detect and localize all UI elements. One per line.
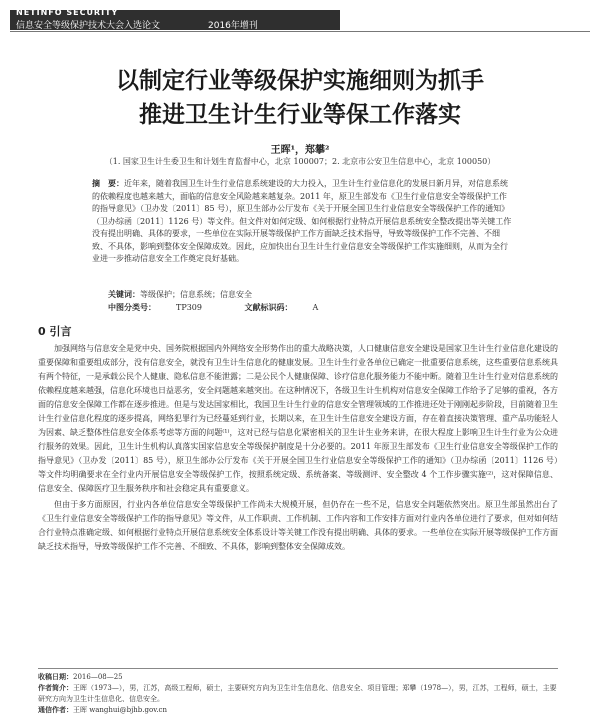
issue-label: 2016年增刊 [208,21,258,31]
clc-label: 中图分类号： [108,303,156,312]
bio-label: 作者简介： [38,684,73,692]
keywords [108,289,252,300]
classification-meta [108,302,358,313]
paragraph: 加强网络与信息安全是党中央、国务院根据国内外网络安全形势作出的重大战略决策，人口健康信息安全建设是国家卫生计生行业信息化建设的重要保障和重要组成部分，没有信息安全，就没有卫生计生信息化的健康发展。卫生计生行业各单位已确定一批重要信息系统，这些重要信息系统具有两个特征，一是承载公民个人健康、隐私信息不能泄露；二是公民个人健康保障、诊疗信息化服务能力不能中断。随着卫生计生行业对信息系统的依赖程度越来越强，信息化环境也日益恶劣，安全问题越来越突出。在这种情况下，各级卫生计生机构对信息安全保障工作给予了足够的重视，各方面的信息安全保障工作都在逐步推进。但是与发达国家相比，我国卫生计生行业的信息安全管理领域的工作推进还处于刚刚起步阶段，目前随着卫生计生行业信息化程度的逐步提高，网络犯罪行为已经蔓延到行业，长期以来，在卫生计生信息安全建设方面，存在着直接决策管理、重产品功能轻人为因素、缺乏整体性信息安全体系考虑等方面的问题⁽¹⁾，这对已经与信息化紧密相关的卫生计生业务来讲，在很大程度上影响卫生计生行业为公众进行服务的效果。因此，卫生计生机构认真落实国家信息安全等级保护制度是十分必要的。2011 年原卫生部发布《卫生行业信息安全等级保护工作的指导意见》（卫办发〔2011〕85 号），原卫生部办公厅发布《关于开展全国卫生行业信息安全等级保护工作的通知》（卫办综函〔2011〕1126 号）等文件均明确要求在全行业内开展信息安全等级保护工作，按照系统定级、系统备案、等级测评、安全整改 4 个工作步骤实施⁽²⁾，这对保障信息、信息安全、保障医疗卫生服务秩序和社会稳定具有重要意义。 [38,344,558,493]
abstract [92,178,512,266]
footnotes [38,672,558,716]
paper-title [20,64,580,132]
title-line-2: 推进卫生计生行业等保工作落实 [139,102,461,128]
authors: 王晖¹，郑攀² [270,145,330,156]
keywords-text: 等级保护；信息系统；信息安全 [140,290,252,299]
header-band [10,10,340,30]
clc-value: TP309 [176,303,202,312]
contact-author: 王晖 wanghui@bjhb.gov.cn [73,706,167,714]
received-label: 收稿日期： [38,673,73,681]
paragraph: 但由于多方面原因，行业内各单位信息安全等级保护工作尚未大规模开展，但仍存在一些不足，信息安全问题依然突出。原卫生部虽然出台了《卫生行业信息安全等级保护工作的指导意见》等文件，从工作职责、工作机制、工作内容和工作安排方面对行业内各单位进行了要求，但对如何结合行业特点准确定级、如何根据行业特点开展信息系统安全体系设计等关键工作没有提出明确、具体的要求。一些单位在实际开展等级保护工作方面缺乏技术指导，导致等级保护工作不完善、不细致、不具体，影响到整体安全保障成效。 [38,500,558,551]
footnote-divider [38,668,558,669]
section-heading: 0 引言 [38,325,72,338]
doc-code-label: 文献标识码： [244,303,293,312]
contact-label: 通信作者： [38,706,73,714]
abstract-text: 近年来，随着我国卫生计生行业信息系统建设的大力投入，卫生计生行业信息化的发展日新月异，对信息系统的依赖程度也越来越大，面临的信息安全风险越来越复杂。2011 年，原卫生部发布《卫生行业信息安全等级保护工作的指导意见》（卫办发〔2011〕85 号），原卫生部办公厅发布《关于开展全国卫生行业信息安全等级保护工作的通知》（卫办综函〔2011〕1126 号）等文件。但文件对如何定级、如何根据行业特点开展信息系统安全整改提出等关键工作没有提出明确、具体的要求，一些单位在实际开展等级保护工作方面缺乏技术指导，导致等级保护工作不完善、不细致、不具体，影响到整体安全保障成效。因此，应加快出台卫生计生行业信息安全等级保护工作实施细则，从而为全行业进一步推动信息安全工作奠定良好基础。 [92,179,512,263]
brand-english: NETINFO SECURITY [16,8,119,17]
abstract-label: 摘 要： [92,179,124,188]
header-divider [10,31,590,32]
body-text [38,342,558,556]
received-date: 2016—08—25 [73,673,123,681]
author-bio: 王晖（1973—），男，江苏，高级工程师，硕士，主要研究方向为卫生计生信息化、信息安全、项目管理；郑攀（1978—），男，江苏，工程师，硕士，主要研究方向为卫生计生信息化、信息安全。 [38,684,557,703]
brand-chinese: 信息安全等级保护技术大会入选论文 [16,21,161,31]
journal-header [10,6,590,32]
title-line-1: 以制定行业等级保护实施细则为抓手 [116,68,484,94]
keywords-label: 关键词： [108,290,140,299]
doc-code-value: A [312,303,319,312]
affiliations: （1. 国家卫生计生委卫生和计划生育监督中心，北京 100007；2. 北京市公安卫生信息中心，北京 100050） [104,157,496,166]
